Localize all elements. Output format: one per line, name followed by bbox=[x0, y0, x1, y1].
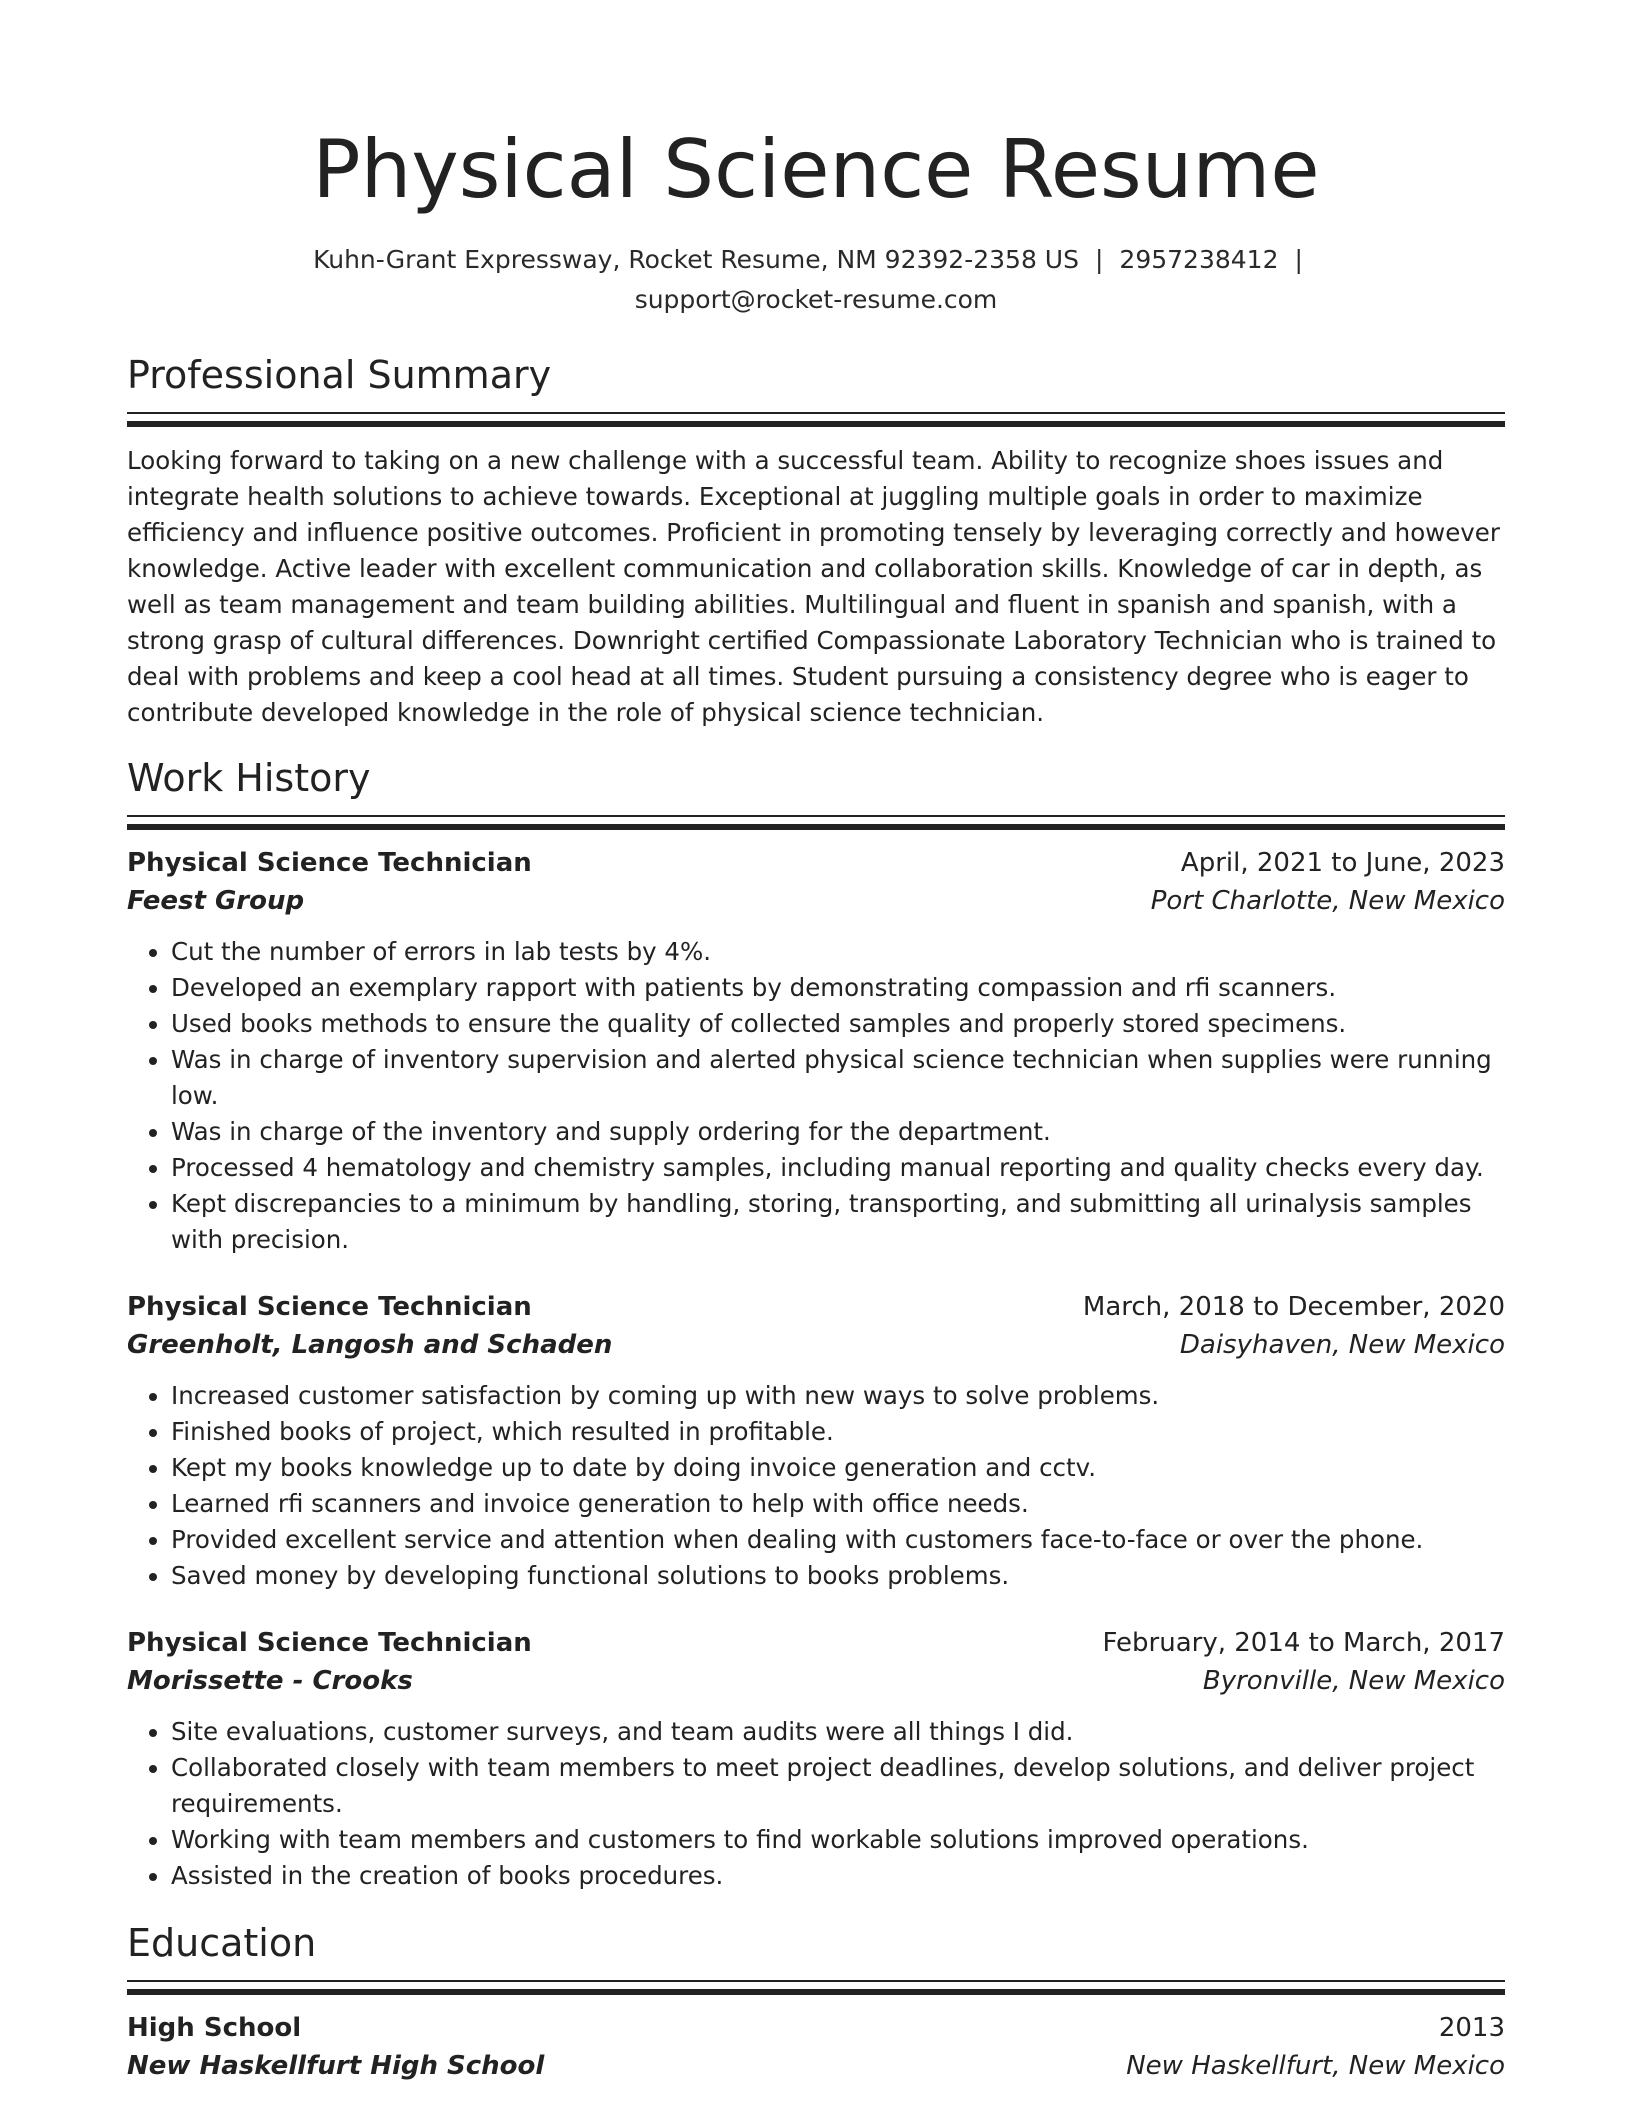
job-bullet: • Used books methods to ensure the quality of collected samples and properly stored specimens. bbox=[171, 1006, 1505, 1042]
job-dates: April, 2021 to June, 2023 bbox=[1180, 848, 1505, 878]
job-dates: February, 2014 to March, 2017 bbox=[1102, 1628, 1505, 1658]
job-bullet: • Developed an exemplary rapport with patients by demonstrating compassion and rfi scanners. bbox=[171, 970, 1505, 1006]
work-history-section bbox=[127, 753, 1505, 1894]
job-bullet: • Was in charge of the inventory and supply ordering for the department. bbox=[171, 1114, 1505, 1150]
education-header bbox=[127, 2009, 1505, 2047]
job-header bbox=[127, 1288, 1505, 1326]
job-title: Physical Science Technician bbox=[127, 1628, 532, 1658]
job-subheader bbox=[127, 1326, 1505, 1364]
education-section bbox=[127, 1918, 1505, 2085]
section-title-summary: Professional Summary bbox=[127, 353, 552, 397]
job-header bbox=[127, 1624, 1505, 1662]
job-bullet: • Learned rfi scanners and invoice generation to help with office needs. bbox=[171, 1486, 1505, 1522]
job-location: Daisyhaven, New Mexico bbox=[1179, 1330, 1505, 1360]
contact-email: support@rocket-resume.com bbox=[634, 285, 998, 314]
education-entry bbox=[127, 2009, 1505, 2085]
job-location: Port Charlotte, New Mexico bbox=[1150, 886, 1505, 916]
job-location: Byronville, New Mexico bbox=[1202, 1666, 1505, 1696]
job-bullets bbox=[127, 1714, 1505, 1894]
job-bullets bbox=[127, 934, 1505, 1258]
education-location: New Haskellfurt, New Mexico bbox=[1126, 2051, 1505, 2081]
job-bullet: • Saved money by developing functional solutions to books problems. bbox=[171, 1558, 1505, 1594]
job-header bbox=[127, 844, 1505, 882]
job-bullets bbox=[127, 1378, 1505, 1594]
contact-separator: | bbox=[1094, 245, 1104, 274]
section-title-education: Education bbox=[127, 1921, 317, 1965]
section-divider bbox=[127, 412, 1505, 427]
job-bullet: • Working with team members and customers to find workable solutions improved operations. bbox=[171, 1822, 1505, 1858]
job-bullet: • Processed 4 hematology and chemistry samples, including manual reporting and quality checks every day. bbox=[171, 1150, 1505, 1186]
job-company: Greenholt, Langosh and Schaden bbox=[127, 1330, 613, 1360]
contact-phone: 2957238412 bbox=[1119, 245, 1279, 274]
job-bullet: • Increased customer satisfaction by coming up with new ways to solve problems. bbox=[171, 1378, 1505, 1414]
section-divider bbox=[127, 815, 1505, 830]
summary-section bbox=[127, 350, 1505, 731]
education-degree: High School bbox=[127, 2013, 302, 2043]
section-divider bbox=[127, 1980, 1505, 1995]
job-subheader bbox=[127, 1662, 1505, 1700]
contact-line-1 bbox=[127, 240, 1505, 280]
job-company: Morissette - Crooks bbox=[127, 1666, 413, 1696]
job-title: Physical Science Technician bbox=[127, 848, 532, 878]
section-title-work-history: Work History bbox=[127, 756, 371, 800]
job-bullet: • Cut the number of errors in lab tests by 4%. bbox=[171, 934, 1505, 970]
job-bullet: • Provided excellent service and attention when dealing with customers face-to-face or over the phone. bbox=[171, 1522, 1505, 1558]
job-bullet: • Kept discrepancies to a minimum by handling, storing, transporting, and submitting all urinalysis samples with precision. bbox=[171, 1186, 1505, 1258]
job-bullet: • Kept my books knowledge up to date by doing invoice generation and cctv. bbox=[171, 1450, 1505, 1486]
job-title: Physical Science Technician bbox=[127, 1292, 532, 1322]
job-entry bbox=[127, 844, 1505, 1258]
education-year: 2013 bbox=[1438, 2013, 1505, 2043]
job-dates: March, 2018 to December, 2020 bbox=[1082, 1292, 1505, 1322]
job-entry bbox=[127, 1624, 1505, 1894]
contact-line-2 bbox=[127, 280, 1505, 320]
job-bullet: • Assisted in the creation of books procedures. bbox=[171, 1858, 1505, 1894]
education-school: New Haskellfurt High School bbox=[127, 2051, 545, 2081]
contact-separator: | bbox=[1294, 245, 1303, 274]
contact-info bbox=[127, 240, 1505, 320]
job-bullet: • Site evaluations, customer surveys, and team audits were all things I did. bbox=[171, 1714, 1505, 1750]
job-bullet: • Was in charge of inventory supervision and alerted physical science technician when supplies were running low. bbox=[171, 1042, 1505, 1114]
contact-address: Kuhn-Grant Expressway, Rocket Resume, NM 92392-2358 US bbox=[313, 245, 1079, 274]
resume-title: Physical Science Resume bbox=[312, 123, 1320, 216]
job-company: Feest Group bbox=[127, 886, 305, 916]
job-bullet: • Finished books of project, which resulted in profitable. bbox=[171, 1414, 1505, 1450]
summary-text: Looking forward to taking on a new challenge with a successful team. Ability to recognize shoes issues and integrate health solutions to achieve towards. Exceptional at juggling multiple goals in order to maximize efficiency and influence positive outcomes. Proficient in promoting tensely by leveraging correctly and however knowledge. Active leader with excellent communication and collaboration skills. Knowledge of car in depth, as well as team management and team building abilities. Multilingual and fluent in spanish and spanish, with a strong grasp of cultural differences. Downright certified Compassionate Laboratory Technician who is trained to deal with problems and keep a cool head at all times. Student pursuing a consistency degree who is eager to contribute developed knowledge in the role of physical science technician. bbox=[127, 446, 1500, 727]
job-subheader bbox=[127, 882, 1505, 920]
job-entry bbox=[127, 1288, 1505, 1594]
education-subheader bbox=[127, 2047, 1505, 2085]
job-bullet: • Collaborated closely with team members to meet project deadlines, develop solutions, and deliver project requirements. bbox=[171, 1750, 1505, 1822]
